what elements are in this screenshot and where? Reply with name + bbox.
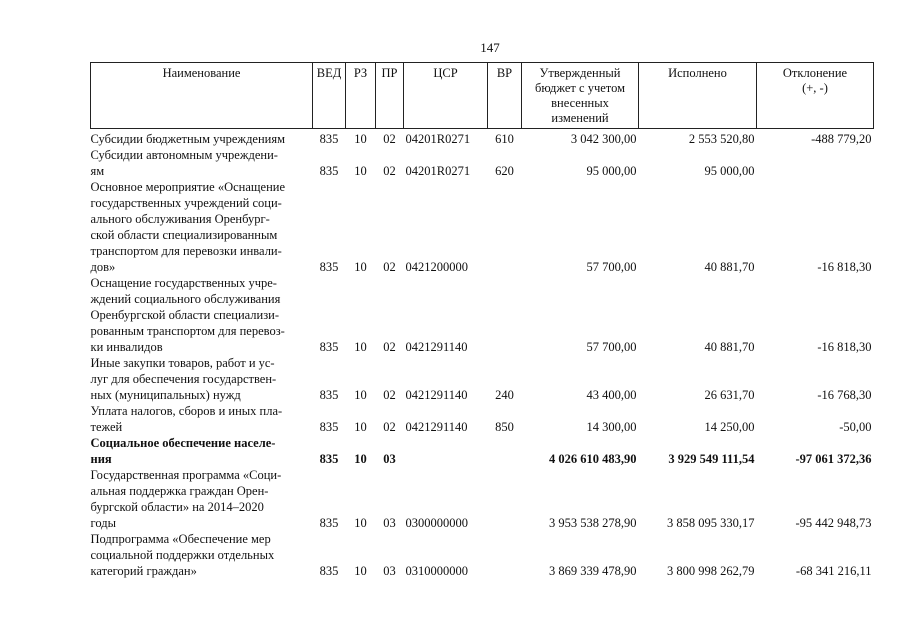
row-vr <box>488 531 522 579</box>
row-csr: 04201R0271 <box>405 132 471 146</box>
row-pr: 02 <box>383 420 396 434</box>
row-executed: 40 881,70 <box>704 260 755 274</box>
row-deviation: -16 818,30 <box>817 260 872 274</box>
row-executed: 3 800 998 262,79 <box>667 564 755 578</box>
table-row <box>91 403 874 435</box>
row-executed: 2 553 520,80 <box>688 132 755 146</box>
row-vr: 850 <box>495 420 514 434</box>
table-header <box>91 63 874 129</box>
row-pr: 03 <box>383 452 396 466</box>
row-deviation <box>757 147 874 179</box>
row-approved: 3 953 538 278,90 <box>549 516 637 530</box>
row-deviation: -488 779,20 <box>811 132 872 146</box>
row-executed: 3 929 549 111,54 <box>668 452 755 466</box>
row-ved: 835 <box>319 132 339 146</box>
row-vr <box>488 275 522 355</box>
header-csr: ЦСР <box>404 63 488 129</box>
row-pr: 02 <box>383 340 396 354</box>
row-pr: 02 <box>383 260 396 274</box>
header-approved: Утвержденный бюджет с учетом внесенных изменений <box>522 63 639 129</box>
row-rz: 10 <box>354 388 367 402</box>
row-vr <box>488 467 522 531</box>
row-deviation: -95 442 948,73 <box>795 516 872 530</box>
row-ved: 835 <box>319 420 339 434</box>
row-executed: 95 000,00 <box>704 164 755 178</box>
row-approved: 4 026 610 483,90 <box>549 452 637 466</box>
row-name: Субсидии бюджетным учреждениям <box>90 132 286 146</box>
table-row <box>91 467 874 531</box>
page-number: 147 <box>480 40 500 55</box>
row-deviation: -68 341 216,11 <box>795 564 872 578</box>
row-deviation: -50,00 <box>839 420 872 434</box>
header-executed: Исполнено <box>639 63 757 129</box>
header-ved: ВЕД <box>313 63 346 129</box>
row-approved: 57 700,00 <box>586 340 637 354</box>
row-ved: 835 <box>319 260 339 274</box>
header-pr: ПР <box>376 63 404 129</box>
table-row <box>91 179 874 275</box>
row-name: Подпрограмма «Обеспечение мер социальной поддержки отдельных категорий граждан» <box>90 532 275 578</box>
row-vr: 240 <box>495 388 514 402</box>
row-executed: 40 881,70 <box>704 340 755 354</box>
row-deviation: -97 061 372,36 <box>795 452 872 466</box>
table-row <box>91 147 874 179</box>
row-name: Оснащение государственных учре- ждений социального обслуживания Оренбургской области специализи- рованным транспортом для перевоз- ки инвалидов <box>90 276 285 354</box>
row-vr: 610 <box>495 132 514 146</box>
row-name: Основное мероприятие «Оснащение государственных учреждений соци- ального обслуживания Оренбург- ской области специализированным транспортом для перевозки инвали- дов» <box>90 180 286 274</box>
row-approved: 3 869 339 478,90 <box>549 564 637 578</box>
row-csr: 04201R0271 <box>405 164 471 178</box>
row-approved: 57 700,00 <box>586 260 637 274</box>
row-name: Иные закупки товаров, работ и ус- луг для обеспечения государствен- ных (муниципальных) нужд <box>90 356 277 402</box>
row-pr: 02 <box>383 164 396 178</box>
row-executed: 14 250,00 <box>704 420 755 434</box>
row-deviation: -16 768,30 <box>817 388 872 402</box>
row-csr: 0300000000 <box>405 516 468 530</box>
header-vr: ВР <box>488 63 522 129</box>
row-rz: 10 <box>354 452 367 466</box>
budget-table <box>90 62 874 579</box>
row-csr: 0421291140 <box>405 340 468 354</box>
row-rz: 10 <box>354 132 367 146</box>
row-ved: 835 <box>319 388 339 402</box>
header-rz: РЗ <box>346 63 376 129</box>
row-deviation: -16 818,30 <box>817 340 872 354</box>
row-vr: 620 <box>495 164 514 178</box>
header-name: Наименование <box>91 63 313 129</box>
row-rz: 10 <box>354 516 367 530</box>
row-pr: 02 <box>383 132 396 146</box>
row-vr <box>488 435 522 467</box>
row-executed: 3 858 095 330,17 <box>667 516 755 530</box>
row-csr: 0310000000 <box>405 564 468 578</box>
row-csr: 0421291140 <box>405 420 468 434</box>
row-csr: 0421291140 <box>405 388 468 402</box>
row-rz: 10 <box>354 564 367 578</box>
row-ved: 835 <box>319 564 339 578</box>
header-deviation: Отклонение (+, -) <box>757 63 874 129</box>
row-csr <box>404 435 488 467</box>
row-vr <box>488 179 522 275</box>
row-ved: 835 <box>319 452 339 466</box>
row-csr: 0421200000 <box>405 260 468 274</box>
row-rz: 10 <box>354 164 367 178</box>
table-body <box>91 129 874 580</box>
row-name: Государственная программа «Соци- альная поддержка граждан Орен- бургской области» на 2014–2020 годы <box>90 468 282 530</box>
row-pr: 03 <box>383 516 396 530</box>
row-approved: 95 000,00 <box>586 164 637 178</box>
table-row <box>91 355 874 403</box>
row-ved: 835 <box>319 164 339 178</box>
row-name: Уплата налогов, сборов и иных пла- тежей <box>90 404 283 434</box>
row-approved: 14 300,00 <box>586 420 637 434</box>
row-rz: 10 <box>354 260 367 274</box>
row-name: Субсидии автономным учреждени- ям <box>90 148 278 178</box>
row-pr: 03 <box>383 564 396 578</box>
row-rz: 10 <box>354 420 367 434</box>
row-executed: 26 631,70 <box>704 388 755 402</box>
table-row <box>91 129 874 148</box>
table-row <box>91 531 874 579</box>
table-row <box>91 435 874 467</box>
row-approved: 3 042 300,00 <box>570 132 637 146</box>
row-approved: 43 400,00 <box>586 388 637 402</box>
row-ved: 835 <box>319 340 339 354</box>
row-pr: 02 <box>383 388 396 402</box>
row-name: Социальное обеспечение населе- ния <box>90 436 276 466</box>
row-ved: 835 <box>319 516 339 530</box>
table-row <box>91 275 874 355</box>
row-rz: 10 <box>354 340 367 354</box>
